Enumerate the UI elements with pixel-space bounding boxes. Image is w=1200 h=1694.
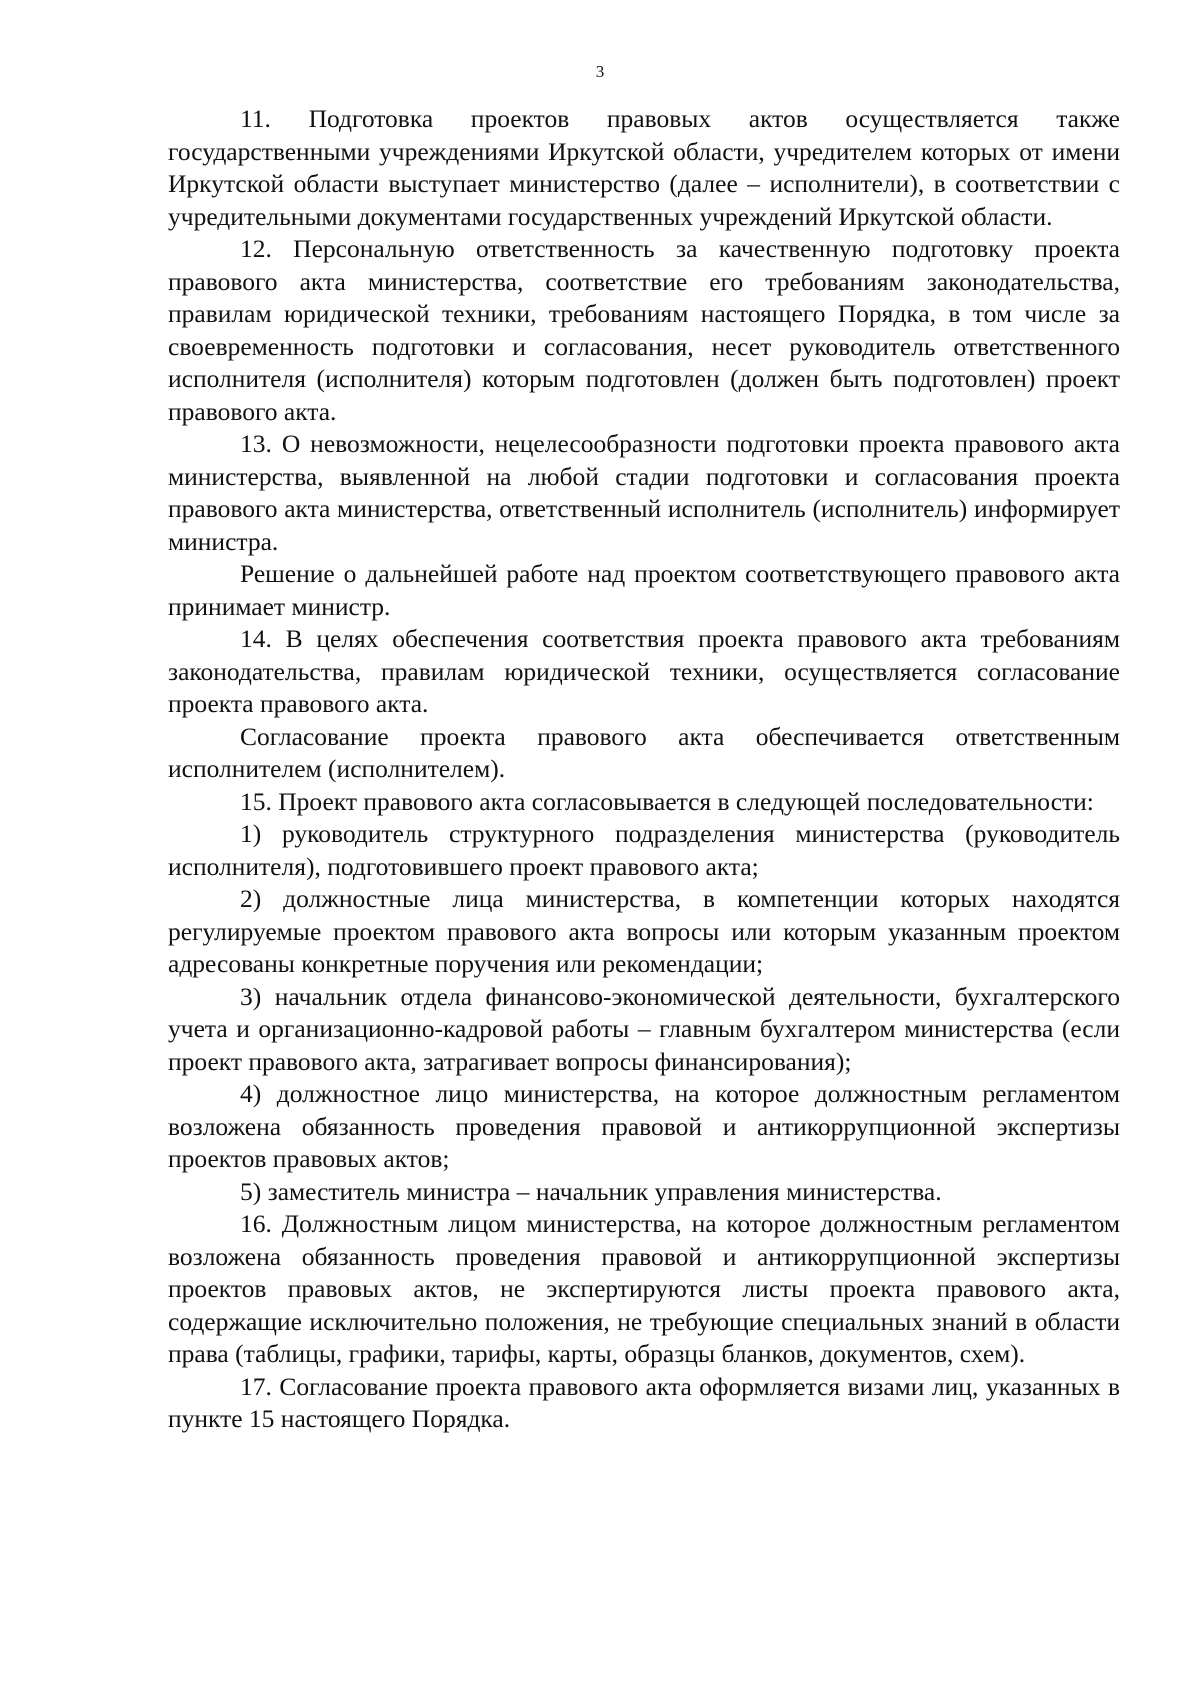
paragraph-item-14: 14. В целях обеспечения соответствия проекта правового акта требованиям законодательства, правилам юридической техники, осуществляется согласование проекта правового акта. (168, 624, 1120, 718)
paragraph-item-11: 11. Подготовка проектов правовых актов осуществляется также государственными учреждениями Иркутской области, учредителем которых от имени Иркутской области выступает министерство (далее – исполнители), в соответствии с учредительными документами государственных учреждений Иркутской области. (168, 104, 1120, 231)
paragraph-item-15: 15. Проект правового акта согласовывается в следующей последовательности: (240, 786, 1094, 816)
page-number: 3 (595, 62, 605, 81)
list-item-2: 2) должностные лица министерства, в компетенции которых находятся регулируемые проектом правового акта вопросы или которым указанным проектом адресованы конкретные поручения или рекомендации; (168, 884, 1120, 978)
list-item-3: 3) начальник отдела финансово-экономической деятельности, бухгалтерского учета и организационно-кадровой работы – главным бухгалтером министерства (если проект правового акта, затрагивает вопросы финансирования); (168, 981, 1120, 1076)
paragraph-item-17: 17. Согласование проекта правового акта оформляется визами лиц, указанных в пункте 15 настоящего Порядка. (168, 1371, 1120, 1433)
list-item-4: 4) должностное лицо министерства, на которое должностным регламентом возложена обязанность проведения правовой и антикоррупционной экспертизы проектов правовых актов; (168, 1079, 1120, 1173)
document-body (168, 103, 1120, 1436)
paragraph-item-16: 16. Должностным лицом министерства, на которое должностным регламентом возложена обязанность проведения правовой и антикоррупционной экспертизы проектов правовых актов, не экспертируются листы проекта правового акта, содержащие исключительно положения, не требующие специальных знаний в области права (таблицы, графики, тарифы, карты, образцы бланков, документов, схем). (168, 1209, 1120, 1368)
paragraph-item-13: 13. О невозможности, нецелесообразности подготовки проекта правового акта министерства, выявленной на любой стадии подготовки и согласования проекта правового акта министерства, ответственный исполнитель (исполнитель) информирует министра. (168, 429, 1120, 556)
list-item-1: 1) руководитель структурного подразделения министерства (руководитель исполнителя), подготовившего проект правового акта; (168, 819, 1120, 881)
paragraph-decision: Решение о дальнейшей работе над проектом соответствующего правового акта принимает министр. (168, 559, 1120, 621)
list-item-5: 5) заместитель министра – начальник управления министерства. (240, 1176, 942, 1206)
paragraph-item-12: 12. Персональную ответственность за качественную подготовку проекта правового акта министерства, соответствие его требованиям законодательства, правилам юридической техники, требованиям настоящего Порядка, в том числе за своевременность подготовки и согласования, несет руководитель ответственного исполнителя (исполнителя) которым подготовлен (должен быть подготовлен) проект правового акта. (168, 234, 1120, 426)
paragraph-approval-provision: Согласование проекта правового акта обеспечивается ответственным исполнителем (исполнителем). (168, 721, 1120, 783)
